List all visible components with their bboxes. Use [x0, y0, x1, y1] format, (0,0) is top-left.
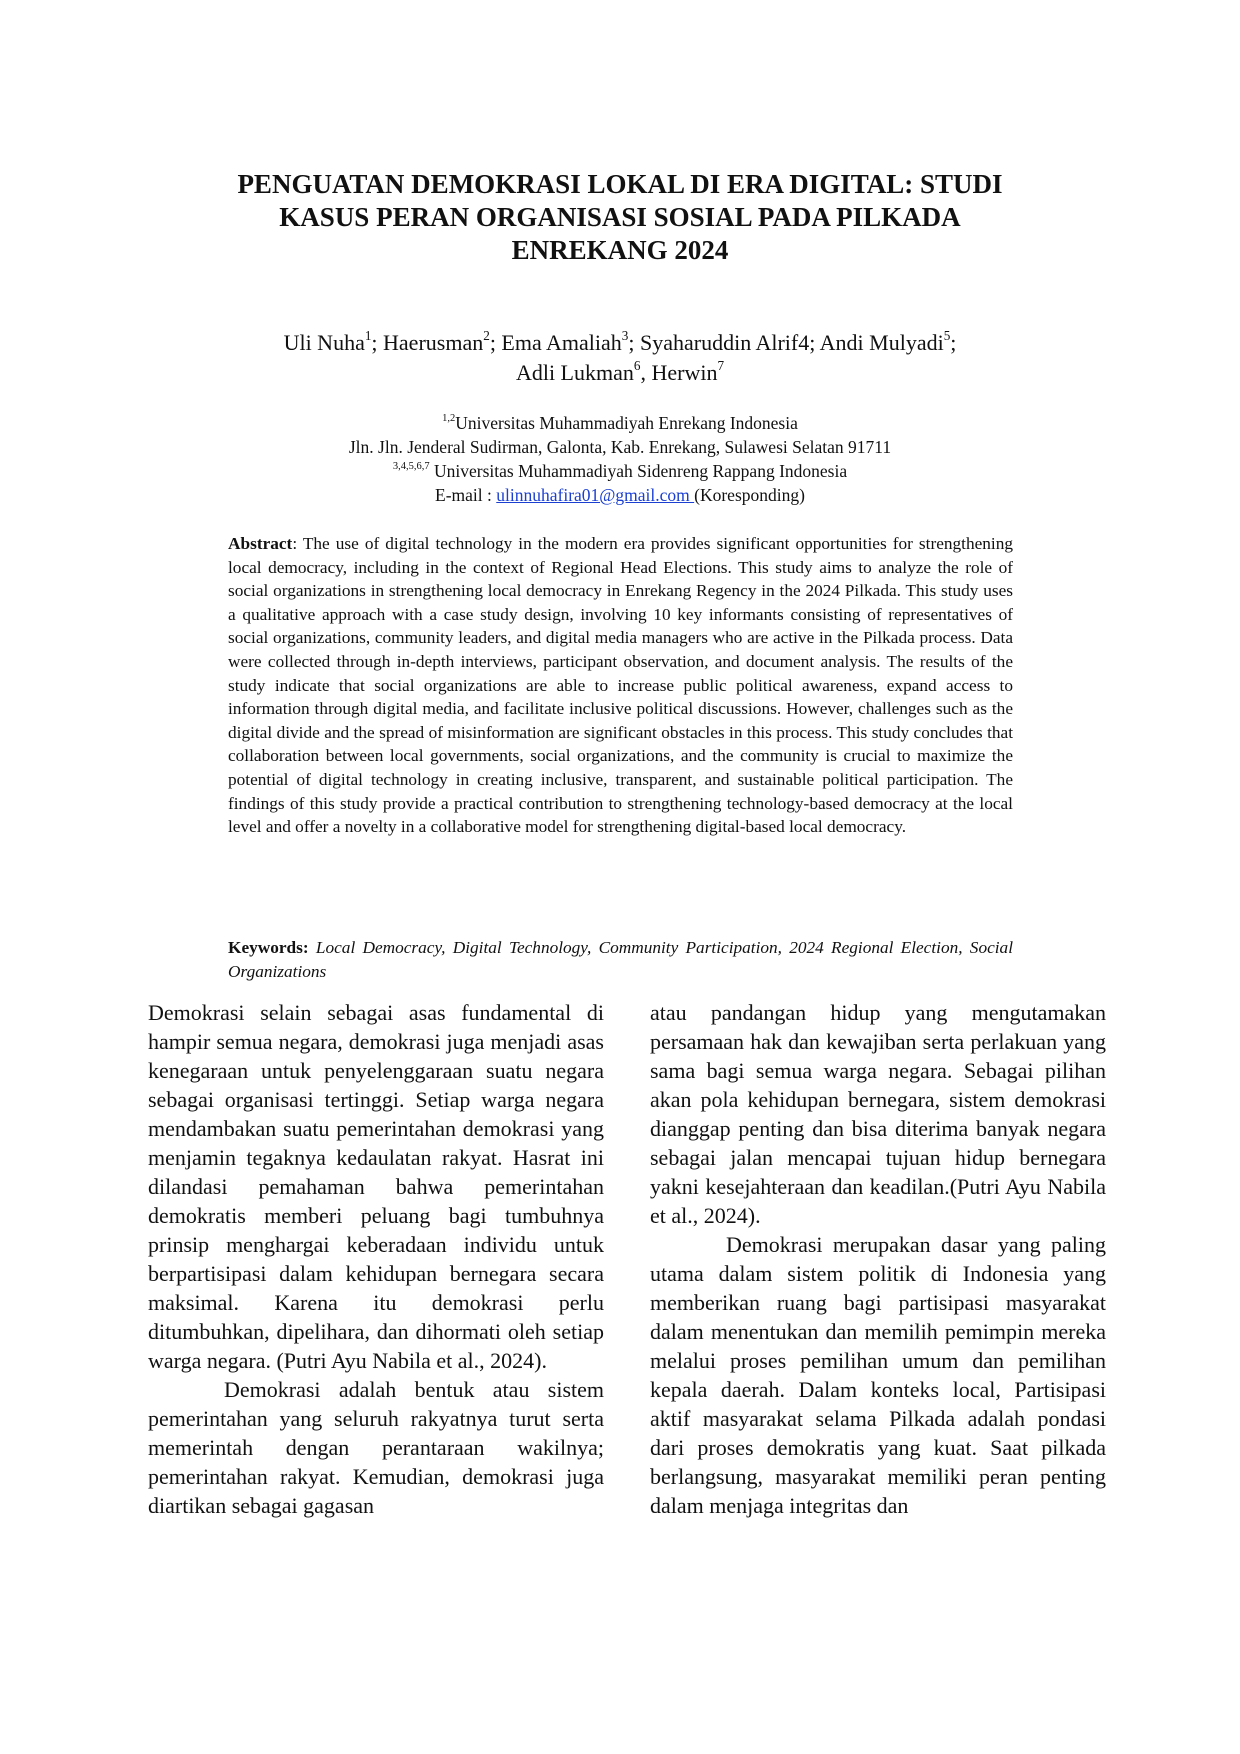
keywords-label: Keywords: [228, 938, 309, 957]
author-superscript: 1 [364, 328, 372, 344]
abstract [228, 532, 1013, 839]
affiliation-line-1 [150, 411, 1090, 435]
affiliation-university: Universitas Muhammadiyah Enrekang Indonesia [455, 413, 798, 433]
abstract-text: : The use of digital technology in the modern era provides significant opportunities for strengthening local democracy, including in the context of Regional Head Elections. This study aims to analyze the role of social organizations in strengthening local democracy in Enrekang Regency in the 2024 Pilkada. This study uses a qualitative approach with a case study design, involving 10 key informants consisting of representatives of social organizations, community leaders, and digital media managers who are active in the Pilkada process. Data were collected through in-depth interviews, participant observation, and document analysis. The results of the study indicate that social organizations are able to increase public political awareness, expand access to information through digital media, and facilitate inclusive political discussions. However, challenges such as the digital divide and the spread of misinformation are significant obstacles in this process. This study concludes that collaboration between local governments, social organizations, and the community is crucial to maximize the potential of digital technology in creating inclusive, transparent, and sustainable political participation. The findings of this study provide a practical contribution to strengthening technology-based democracy at the local level and offer a novelty in a collaborative model for strengthening digital-based local democracy. [228, 534, 1013, 837]
author-separator: ; [950, 330, 957, 355]
author-name: , Herwin [640, 360, 718, 385]
author-superscript: 5 [943, 328, 951, 344]
author-superscript: 3 [621, 328, 629, 344]
email-note: (Koresponding) [694, 485, 805, 505]
title-line-2: KASUS PERAN ORGANISASI SOSIAL PADA PILKADA [279, 202, 961, 232]
author-name: Uli Nuha [283, 330, 365, 355]
body-paragraph: Demokrasi merupakan dasar yang paling utama dalam sistem politik di Indonesia yang memberikan ruang bagi partisipasi masyarakat dalam menentukan dan memilih pemimpin mereka melalui proses pemilihan umum dan pemilihan kepala daerah. Dalam konteks local, Partisipasi aktif masyarakat selama Pilkada adalah pondasi dari proses demokratis yang kuat. Saat pilkada berlangsung, masyarakat memiliki peran penting dalam menjaga integritas dan [650, 1232, 1106, 1518]
author-name: ; Syaharuddin Alrif4; Andi Mulyadi [628, 330, 944, 355]
body-paragraph: Demokrasi selain sebagai asas fundamental di hampir semua negara, demokrasi juga menjadi asas kenegaraan untuk penyelenggaraan suatu negara sebagai organisasi tertinggi. Setiap warga negara mendambakan suatu pemerintahan demokrasi yang menjamin tegaknya kedaulatan rakyat. Hasrat ini dilandasi pemahaman bahwa pemerintahan demokratis memberi peluang bagi tumbuhnya prinsip menghargai keberadaan individu untuk berpartisipasi dalam kehidupan bernegara secara maksimal. Karena itu demokrasi perlu ditumbuhkan, dipelihara, dan dihormati oleh setiap warga negara. (Putri Ayu Nabila et al., 2024). [148, 1000, 604, 1373]
body-paragraph: Demokrasi adalah bentuk atau sistem pemerintahan yang seluruh rakyatnya turut serta memerintah dengan perantaraan wakilnya; pemerintahan rakyat. Kemudian, demokrasi juga diartikan sebagai gagasan [148, 1377, 604, 1518]
affiliation-address: Jln. Jln. Jenderal Sudirman, Galonta, Kab. Enrekang, Sulawesi Selatan 91711 [348, 437, 892, 457]
affiliations [150, 411, 1090, 507]
author-line-1 [150, 328, 1090, 358]
affiliation-superscript: 1,2 [442, 413, 456, 425]
title-line-3: ENREKANG 2024 [511, 235, 729, 265]
body-column-left [148, 998, 604, 1520]
author-name: ; Ema Amaliah [489, 330, 622, 355]
title-line-1: PENGUATAN DEMOKRASI LOKAL DI ERA DIGITAL: STUDI [237, 169, 1003, 199]
author-superscript: 2 [483, 328, 490, 344]
paper-title [150, 168, 1090, 267]
keywords-list: Local Democracy, Digital Technology, Community Participation, 2024 Regional Election, Social Organizations [228, 938, 1013, 981]
affiliation-superscript: 3,4,5,6,7 [392, 461, 430, 473]
keywords [228, 936, 1013, 983]
affiliation-line-3 [150, 459, 1090, 483]
body-paragraph: atau pandangan hidup yang mengutamakan persamaan hak dan kewajiban serta perlakuan yang sama bagi semua warga negara. Sebagai pilihan akan pola kehidupan bernegara, sistem demokrasi dianggap penting dan bisa diterima banyak negara sebagai jalan mencapai tujuan hidup bernegara yakni kesejahteraan dan keadilan.(Putri Ayu Nabila et al., 2024). [650, 1000, 1106, 1228]
affiliation-email-line [150, 483, 1090, 507]
author-line-2 [150, 358, 1090, 388]
email-label: E-mail : [435, 485, 497, 505]
author-name: ; Haerusman [371, 330, 484, 355]
author-list [150, 328, 1090, 388]
author-superscript: 7 [717, 358, 725, 374]
author-superscript: 6 [633, 358, 641, 374]
abstract-label: Abstract [228, 534, 293, 553]
email-link[interactable]: ulinnuhafira01@gmail.com [496, 485, 695, 505]
affiliation-university: Universitas Muhammadiyah Sidenreng Rappang Indonesia [429, 461, 848, 481]
author-name: Adli Lukman [515, 360, 634, 385]
body-column-right [650, 998, 1106, 1520]
